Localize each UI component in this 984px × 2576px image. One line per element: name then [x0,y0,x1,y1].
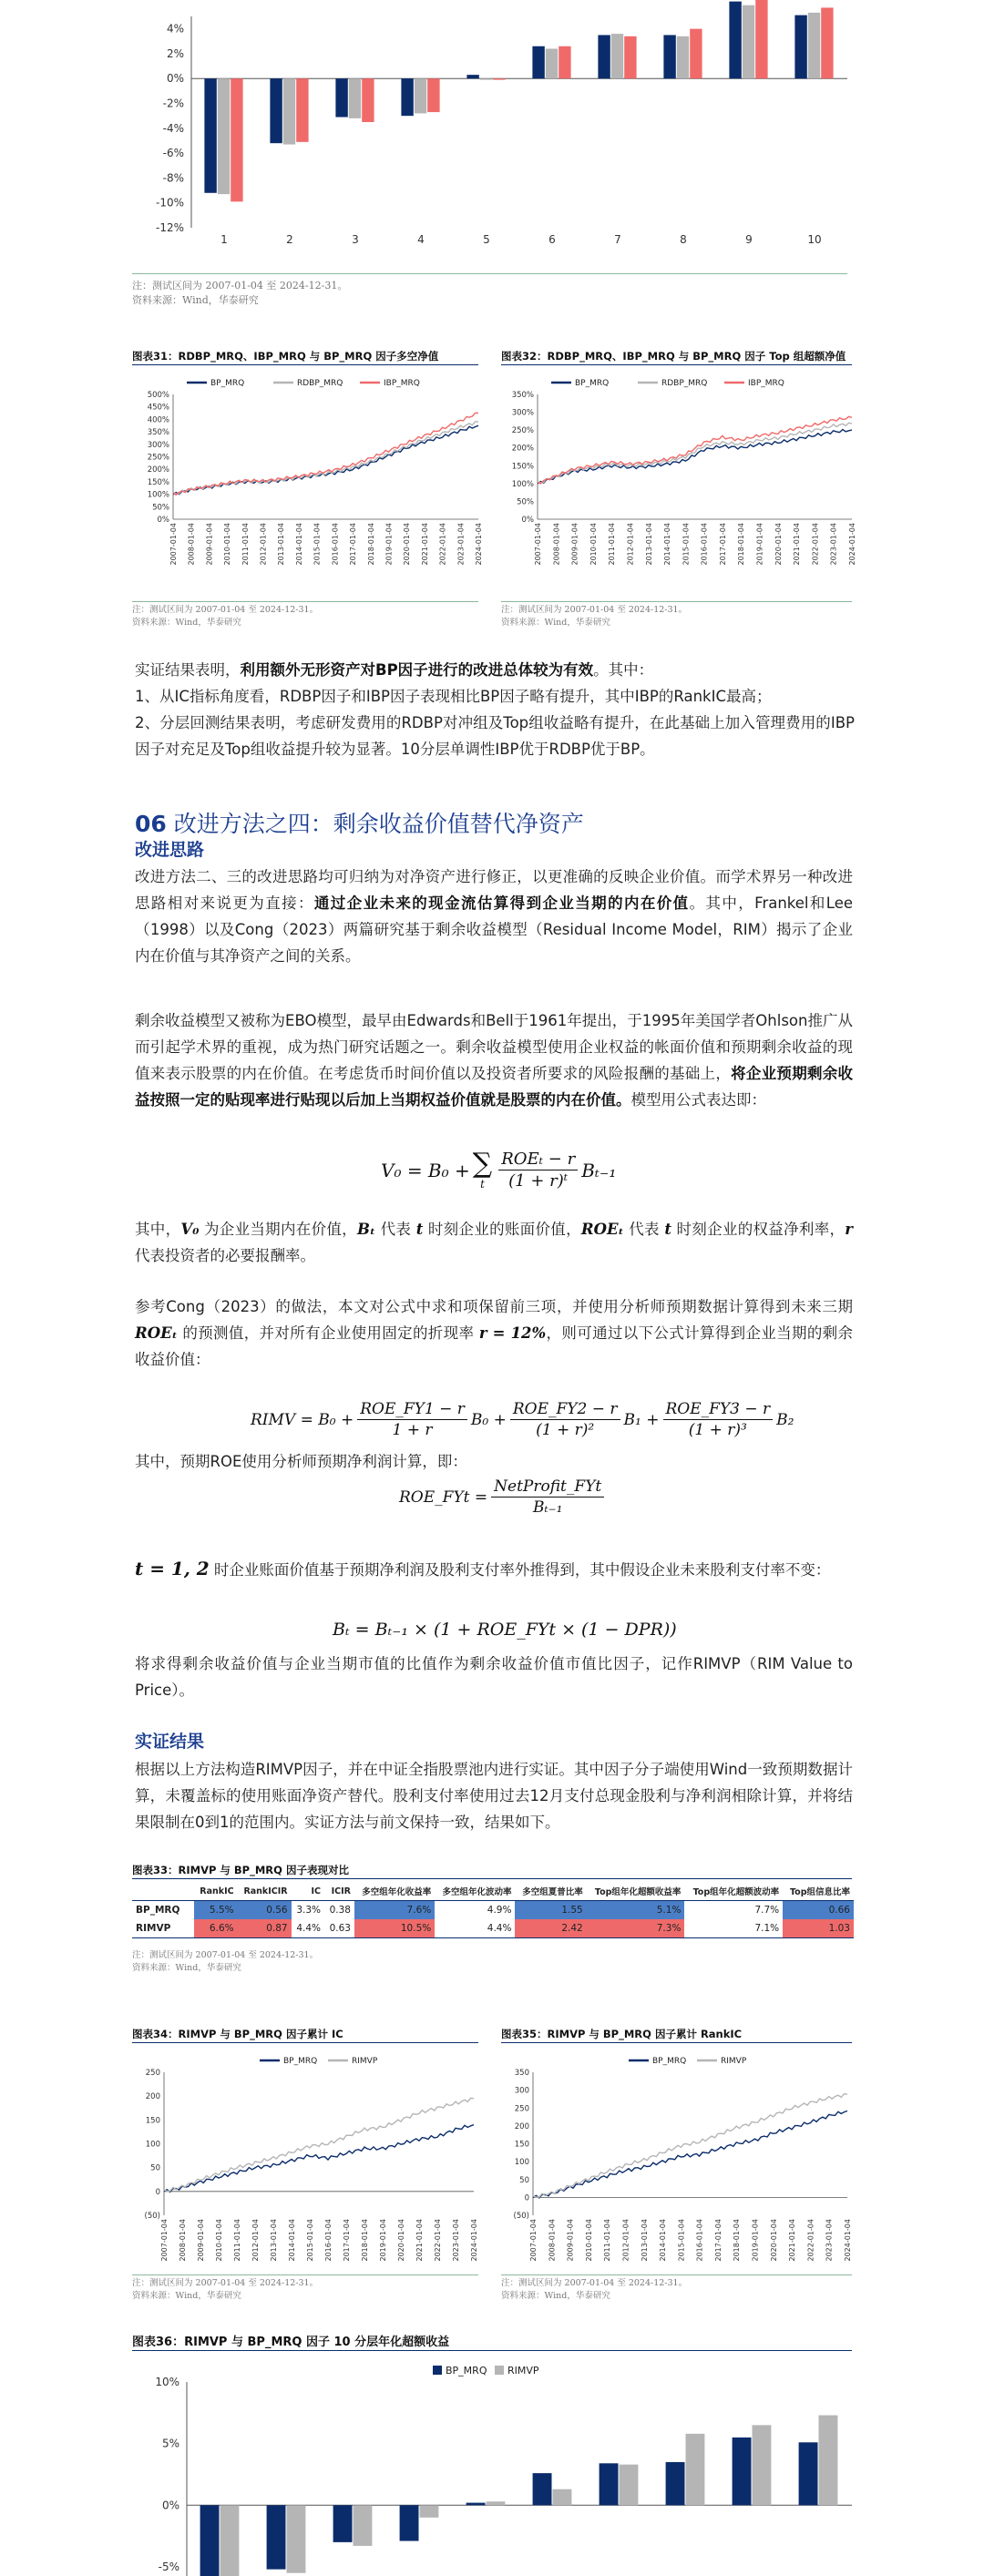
bar [666,2462,685,2505]
x-tick-label: 2010-01-04 [215,2219,223,2262]
table-header: 多空组年化波动率 [442,1887,512,1897]
bar [296,78,308,142]
x-tick-label: 2017-01-04 [349,523,358,566]
y-tick-label: 150 [514,2140,529,2150]
x-tick-label: 2022-01-04 [811,523,820,566]
x-tick-label: 4 [417,233,425,246]
series-line [538,430,852,484]
y-tick-label: 500% [147,391,169,400]
section-heading: 06 改进方法之四：剩余收益价值替代净资产 [135,811,584,837]
table-cell: 1.03 [783,1919,854,1938]
bar [686,2434,705,2505]
x-tick-label: 2014-01-04 [288,2219,296,2262]
x-tick-label: 2016-01-04 [700,523,709,566]
table-cell: 4.4% [487,1923,512,1934]
x-tick-label: 2023-01-04 [452,2219,460,2262]
table-header: 多空组夏普比率 [522,1887,583,1897]
y-tick-label: 400% [147,415,169,425]
x-tick-label: 2018-01-04 [361,2219,369,2262]
table-cell: 0.66 [783,1901,854,1920]
bar [553,2489,572,2506]
x-tick-label: 2007-01-04 [160,2219,169,2262]
bar [283,78,295,144]
fig31-chart [132,369,483,597]
x-tick-label: 2013-01-04 [644,523,653,566]
y-tick-label: 350 [514,2069,529,2078]
bar [533,2473,552,2505]
bar [231,78,242,201]
fig32-title-rule [501,364,852,365]
y-tick-label: 100 [145,2140,160,2150]
x-tick-label: 2015-01-04 [313,523,322,566]
y-tick-label: 250% [147,453,169,463]
legend-label: RDBP_MRQ [297,379,343,388]
top-bar-chart [128,0,856,246]
equation-book-value: Bₜ = Bₜ₋₁ × (1 + ROE_FYt × (1 − DPR)) [333,1620,677,1640]
equation-rimv: RIMV = B₀ + $\frac{\text{ROE\_FY1 − r}}{1 + r}$ B₀ + $\frac{\text{ROE\_FY2 − r}}{\text{(1 + r)²}}$ B₁ + $\frac{\text{ROE\_FY3 − r}}{\text{(1 + r)³}}$ B₂ [251,1400,794,1439]
y-tick-label: 100% [147,490,169,500]
y-tick-label: -6% [162,147,184,160]
subheading-improve-idea: 改进思路 [135,840,205,860]
equation-rim: V₀ = B₀ + ∑ t $\frac{\text{ROEₜ − r}}{\text{(1 + r)ᵗ}}$ Bₜ₋₁ [381,1147,617,1191]
table-header: ICIR [331,1886,351,1896]
bar [624,36,636,78]
y-tick-label: 150% [511,462,534,472]
x-tick-label: 2016-01-04 [695,2219,704,2262]
x-tick-label: 2017-01-04 [713,2219,723,2262]
y-tick-label: 350% [511,391,534,400]
bar [493,78,505,79]
y-tick-label: 300% [147,440,169,450]
x-tick-label: 6 [548,233,556,246]
x-tick-label: 2019-01-04 [384,523,394,566]
fig31-title-rule [132,364,478,365]
paragraph-1: 改进方法二、三的改进思路均可归纳为对净资产进行修正，以更准确的反映企业价值。而学术界另一种改进思路相对来说更为直接：通过企业未来的现金流估算得到企业当期的内在价值。其中，Frankel和Lee（1998）以及Cong（2023）两篇研究基于剩余收益模型（Residual Income Model，RIM）揭示了企业内在价值与其净资产之间的关系。 [135,868,854,965]
table-row [132,1901,854,1920]
bar [598,35,610,78]
legend-label: BP_MRQ [652,2057,687,2066]
table-cell: 0.38 [329,1905,351,1916]
x-tick-label: 2011-01-04 [233,2219,241,2262]
y-tick-label: 200% [511,444,534,454]
x-tick-label: 2011-01-04 [241,523,250,566]
subheading-results: 实证结果 [135,1732,205,1752]
y-tick-label: 350% [147,428,169,438]
bar [267,2505,286,2569]
paragraph-6: t = 1, 2 时企业账面价值基于预期净利润及股利支付率外推得到，其中假设企业未来股利支付率不变： [135,1558,831,1579]
x-tick-label: 1 [220,233,228,246]
x-tick-label: 2012-01-04 [251,2219,260,2262]
x-tick-label: 2021-01-04 [415,2219,424,2262]
legend-label: IBP_MRQ [384,379,420,388]
bar [335,78,347,117]
y-tick-label: 50% [152,503,169,513]
y-tick-label: -5% [158,2560,179,2573]
y-tick-label: 0% [521,516,534,525]
fig31-note: 注：测试区间为 2007-01-04 至 2024-12-31。 资料来源：Wind，华泰研究 [132,605,319,628]
y-tick-label: 0 [524,2193,529,2203]
y-tick-label: 4% [166,22,184,36]
x-tick-label: 2021-01-04 [420,523,429,566]
series-line [173,425,478,494]
paragraph-2: 剩余收益模型又被称为EBO模型，最早由Edwards和Bell于1961年提出，于1995年美国学者Ohlson推广从而引起学术界的重视，成为热门研究话题之一。剩余收益模型使用企业权益的帐面价值和预期剩余收益的现值来表示股票的内在价值。在考虑货币时间价值以及投资者所要求的风险报酬的基础上，将企业预期剩余收益按照一定的贴现率进行贴现以后加上当期权益价值就是股票的内在价值。模型用公式表达即： [135,1012,854,1109]
table-cell: 7.7% [754,1905,780,1916]
x-tick-label: 2019-01-04 [751,2219,760,2262]
y-tick-label: 100% [511,479,534,489]
x-tick-label: 2023-01-04 [829,523,838,566]
bar [487,2501,506,2505]
legend-swatch [495,2366,504,2375]
y-tick-label: 250% [511,426,534,436]
x-tick-label: 2021-01-04 [793,523,802,566]
table-cell: 2.42 [515,1919,586,1938]
fig34-note: 注：测试区间为 2007-01-04 至 2024-12-31。 资料来源：Wind，华泰研究 [132,2278,319,2301]
bar [287,2505,306,2572]
bar [819,2416,838,2506]
x-tick-label: 2023-01-04 [456,523,466,566]
table-header: RankIC [200,1886,234,1896]
y-tick-label: 150% [147,477,169,487]
bar [218,78,230,194]
series-line [533,2111,847,2198]
paragraph-3: 其中，V₀ 为企业当期内在价值，Bₜ 代表 t 时刻企业的账面价值，ROEₜ 代表 t 时刻企业的权益净利率，r 代表投资者的必要报酬率。 [135,1221,853,1264]
x-tick-label: 2007-01-04 [534,523,542,566]
series-line [164,2098,474,2191]
x-tick-label: 2011-01-04 [603,2219,612,2262]
fig36-title: 图表36：RIMVP 与 BP_MRQ 因子 10 分层年化超额收益 [132,2336,450,2349]
bar [333,2505,353,2542]
x-tick-label: 2023-01-04 [825,2219,834,2262]
fig33-note: 注：测试区间为 2007-01-04 至 2024-12-31。 资料来源：Wind，华泰研究 [132,1950,319,1973]
bar [559,46,570,78]
table-cell: 0.56 [238,1901,292,1920]
table-cell: 7.6% [354,1901,435,1920]
legend-label: BP_MRQ [210,379,245,388]
x-tick-label: 2010-01-04 [589,523,598,566]
table-cell: 4.9% [487,1905,512,1916]
bar [729,2,741,79]
x-tick-label: 2017-01-04 [343,2219,351,2262]
bar [600,2463,619,2505]
bar [204,78,216,193]
y-tick-label: 200 [514,2121,529,2131]
x-tick-label: 2016-01-04 [324,2219,333,2262]
table-cell: RIMVP [136,1923,171,1934]
bar [200,2505,220,2576]
x-tick-label: 2017-01-04 [718,523,727,566]
bar [663,35,675,78]
y-tick-label: 300% [511,408,534,418]
bar [808,13,820,78]
bar [794,15,806,79]
bar [466,2503,486,2506]
table-cell: 3.3% [296,1905,322,1916]
legend-label: BP_MRQ [283,2057,318,2066]
x-tick-label: 2020-01-04 [769,2219,778,2262]
x-tick-label: 2009-01-04 [566,2219,575,2262]
table-cell: 6.6% [194,1919,238,1938]
table-header: 多空组年化收益率 [362,1887,432,1897]
fig33-title: 图表33：RIMVP 与 BP_MRQ 因子表现对比 [132,1864,349,1876]
x-tick-label: 2024-01-04 [475,523,483,566]
x-tick-label: 2008-01-04 [179,2219,187,2262]
x-tick-label: 2012-01-04 [626,523,635,566]
x-tick-label: 2018-01-04 [733,2219,742,2262]
y-tick-label: -8% [162,171,184,185]
x-tick-label: 2015-01-04 [306,2219,314,2262]
legend-label: BP_MRQ [575,379,610,388]
x-tick-label: 2019-01-04 [379,2219,387,2262]
x-tick-label: 2008-01-04 [552,523,561,566]
x-tick-label: 2014-01-04 [294,523,303,566]
conclusion-paragraph: 实证结果表明，利用额外无形资产对BP因子进行的改进总体较为有效。其中： 1、从IC指标角度看，RDBP因子和IBP因子表现相比BP因子略有提升，其中IBP的RankIC最高； 2、分层回测结果表明，考虑研发费用的RDBP对冲组及Top组收益略有提升，在此基础上加入管理费用的IBP因子对充足及Top组收益提升较为显著。10分层单调性IBP优于RDBP优于BP。 [135,661,855,758]
x-tick-label: 2010-01-04 [584,2219,593,2262]
table-cell: 10.5% [354,1919,435,1938]
table-header: IC [311,1886,322,1896]
y-tick-label: (50) [144,2212,160,2221]
y-tick-label: 100 [514,2158,529,2168]
divider [501,2274,852,2275]
table-cell: BP_MRQ [136,1905,180,1916]
bar [799,2442,818,2505]
top-chart-note: 注：测试区间为 2007-01-04 至 2024-12-31。 资料来源：Wind，华泰研究 [132,280,348,306]
x-tick-label: 2022-01-04 [806,2219,815,2262]
fig36-chart [132,2355,861,2576]
y-tick-label: -12% [155,221,184,234]
x-tick-label: 2020-01-04 [774,523,783,566]
y-tick-label: 50% [517,497,534,507]
x-tick-label: 2024-01-04 [844,2219,852,2262]
table-header: RankICIR [243,1886,288,1896]
y-tick-label: 150 [145,2116,160,2126]
x-tick-label: 2011-01-04 [608,523,617,566]
x-tick-label: 7 [614,233,621,246]
x-tick-label: 2009-01-04 [205,523,214,566]
x-tick-label: 2013-01-04 [277,523,286,566]
x-tick-label: 2022-01-04 [438,523,447,566]
bar [401,78,413,116]
y-tick-label: 2% [166,46,184,60]
x-tick-label: 2022-01-04 [434,2219,442,2262]
x-tick-label: 2012-01-04 [259,523,268,566]
legend-label: RIMVP [721,2057,747,2066]
table-cell: 0.63 [329,1923,351,1934]
x-tick-label: 2 [286,233,293,246]
paragraph-7: 将求得剩余收益价值与企业当期市值的比值作为剩余收益价值市值比因子，记作RIMVP（RIM Value to Price）。 [135,1655,853,1699]
bar [466,75,478,78]
y-tick-label: 0 [155,2187,160,2197]
divider [501,601,852,602]
fig34-chart [132,2047,483,2270]
fig35-title-rule [501,2042,852,2043]
x-tick-label: 2020-01-04 [403,523,412,566]
table-header: Top组年化超额收益率 [594,1887,682,1897]
bar [821,7,833,78]
x-tick-label: 2024-01-04 [848,523,856,566]
x-tick-label: 2007-01-04 [169,523,178,566]
bar [480,78,492,79]
series-line [533,2094,847,2197]
fig33-title-rule [132,1878,852,1879]
y-tick-label: 0% [157,516,169,525]
bar [420,2505,439,2518]
table-cell: 4.4% [296,1923,322,1934]
x-tick-label: 2018-01-04 [366,523,375,566]
legend-label: BP_MRQ [446,2365,487,2377]
bar [546,48,558,78]
x-tick-label: 2024-01-04 [470,2219,478,2262]
x-tick-label: 2009-01-04 [197,2219,205,2262]
legend-label: RIMVP [352,2057,378,2066]
bar [532,46,544,78]
x-tick-label: 9 [745,233,753,246]
table-cell: 0.87 [238,1919,292,1938]
y-tick-label: 10% [155,2376,179,2388]
x-tick-label: 2010-01-04 [223,523,232,566]
table-header: Top组信息比率 [789,1887,850,1897]
series-line [538,423,852,483]
x-tick-label: 2009-01-04 [570,523,579,566]
table-header: Top组年化超额波动率 [692,1887,780,1897]
fig32-title: 图表32：RDBP_MRQ、IBP_MRQ 与 BP_MRQ 因子 Top 组超额净值 [501,350,846,363]
table-header [132,1882,194,1901]
table-cell: 7.1% [754,1923,780,1934]
x-tick-label: 2021-01-04 [788,2219,797,2262]
y-tick-label: 450% [147,403,169,413]
y-tick-label: 300 [514,2086,529,2096]
bar [362,78,374,122]
legend-label: IBP_MRQ [748,379,784,388]
fig34-title-rule [132,2042,478,2043]
table-cell: 7.3% [587,1919,685,1938]
paragraph-4: 参考Cong（2023）的做法，本文对公式中求和项保留前三项，并使用分析师预期数据计算得到未来三期 ROEₜ 的预测值，并对所有企业使用固定的折现率 r = 12%，则可通过以下公式计算得到企业当期的剩余收益价值： [135,1298,853,1368]
x-tick-label: 3 [352,233,359,246]
y-tick-label: 200 [145,2092,160,2102]
y-tick-label: 250 [514,2104,529,2114]
legend-label: RDBP_MRQ [661,379,708,388]
x-tick-label: 2012-01-04 [621,2219,630,2262]
y-tick-label: (50) [513,2212,529,2221]
x-tick-label: 2016-01-04 [331,523,340,566]
bar [733,2438,752,2505]
x-tick-label: 5 [483,233,490,246]
fig33-table [132,1882,854,1938]
divider [132,273,847,274]
x-tick-label: 8 [680,233,687,246]
fig31-title: 图表31：RDBP_MRQ、IBP_MRQ 与 BP_MRQ 因子多空净值 [132,350,439,363]
table-cell: 5.5% [194,1901,238,1920]
series-line [538,416,852,484]
bar [677,36,689,78]
x-tick-label: 2019-01-04 [755,523,764,566]
fig32-chart [501,369,856,597]
y-tick-label: -10% [155,196,184,210]
table-cell: 1.55 [515,1901,586,1920]
fig36-title-rule [132,2350,852,2351]
x-tick-label: 2015-01-04 [677,2219,686,2262]
series-line [164,2125,474,2193]
x-tick-label: 2007-01-04 [529,2219,538,2262]
paragraph-8: 根据以上方法构造RIMVP因子，并在中证全指股票池内进行实证。其中因子分子端使用Wind一致预期数据计算，未覆盖标的使用账面净资产替代。股利支付率使用过去12月支付总现金股利与净利润相除计算，并将结果限制在0到1的范围内。实证方法与前文保持一致，结果如下。 [135,1761,853,1831]
equation-roe: ROE_FYt = $\frac{\text{NetProfit\_FYt}}{\text{Bₜ₋₁}}$ [399,1477,608,1517]
bar [220,2505,240,2576]
y-tick-label: 0% [166,72,184,86]
y-tick-label: 5% [161,2437,179,2450]
bar [349,78,361,118]
y-tick-label: -2% [162,97,184,110]
fig32-note: 注：测试区间为 2007-01-04 至 2024-12-31。 资料来源：Wind，华泰研究 [501,605,688,628]
table-cell: 5.1% [587,1901,685,1920]
table-row [132,1919,854,1938]
divider [132,601,478,602]
fig35-title: 图表35：RIMVP 与 BP_MRQ 因子累计 RankIC [501,2028,743,2040]
table-header-row [132,1882,854,1901]
x-tick-label: 2013-01-04 [270,2219,278,2262]
y-tick-label: -4% [162,121,184,135]
x-tick-label: 2018-01-04 [737,523,746,566]
x-tick-label: 2008-01-04 [548,2219,557,2262]
legend-label: RIMVP [507,2365,539,2377]
y-tick-label: 0% [161,2499,179,2512]
y-tick-label: 50 [150,2163,160,2173]
bar [620,2465,639,2506]
bar [690,29,702,79]
fig34-title: 图表34：RIMVP 与 BP_MRQ 因子累计 IC [132,2028,343,2040]
bar [611,34,623,78]
legend-swatch [433,2366,442,2375]
y-tick-label: 250 [145,2069,160,2078]
x-tick-label: 2014-01-04 [659,2219,668,2262]
bar [354,2505,373,2546]
bar [270,78,282,143]
x-tick-label: 2020-01-04 [397,2219,405,2262]
series-line [173,413,478,495]
paragraph-5: 其中，预期ROE使用分析师预期净利润计算，即： [135,1453,467,1470]
fig35-note: 注：测试区间为 2007-01-04 至 2024-12-31。 资料来源：Wind，华泰研究 [501,2278,688,2301]
y-tick-label: 50 [519,2175,529,2185]
bar [755,0,767,78]
divider [132,2274,478,2275]
bar [400,2505,419,2540]
x-tick-label: 2008-01-04 [187,523,196,566]
x-tick-label: 2014-01-04 [663,523,672,566]
y-tick-label: 200% [147,465,169,475]
x-tick-label: 10 [807,233,822,246]
bar [427,78,439,112]
x-tick-label: 2013-01-04 [640,2219,649,2262]
bar [743,5,754,79]
x-tick-label: 2015-01-04 [682,523,691,566]
bar [415,78,426,113]
fig35-chart [501,2047,856,2270]
bar [753,2425,772,2505]
